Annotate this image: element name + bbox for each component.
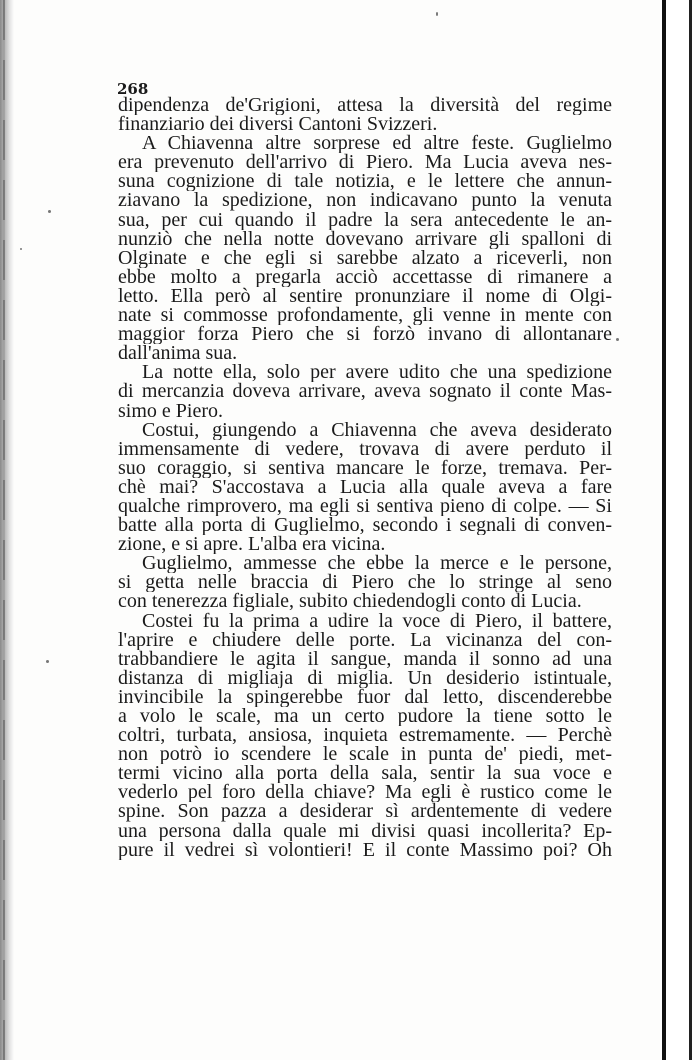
page-left-edge-lines: [3, 0, 5, 1060]
text-line: La notte ella, solo per avere udito che una spedizione: [142, 363, 612, 383]
print-speck: [20, 248, 22, 250]
text-line: Guglielmo, ammesse che ebbe la merce e le persone,: [142, 554, 612, 574]
text-line: letto. Ella però al sentire pronunziare il nome di Olgi-: [118, 286, 612, 307]
text-line: nate si commosse profondamente, gli venne in mente con: [118, 306, 612, 326]
text-line: trabbandiere le agita il sangue, manda il sonno ad una: [118, 649, 612, 669]
page-number: 268: [117, 80, 149, 98]
text-line: ziavano la spedizione, non indicavano punto la venuta: [118, 191, 612, 211]
text-line: dall'anima sua.: [118, 344, 238, 364]
text-line: zione, e si apre. L'alba era vicina.: [118, 535, 386, 555]
text-line: qualche rimprovero, ma egli si sentiva pieno di colpe. — Si: [118, 496, 612, 517]
text-line: Costui, giungendo a Chiavenna che aveva desiderato: [142, 420, 612, 440]
text-line: dipendenza de'Grigioni, attesa la diversità del regime: [118, 96, 612, 116]
text-line: di mercanzia doveva arrivare, aveva sognato il conte Mas-: [118, 382, 612, 402]
text-line: coltri, turbata, ansiosa, inquieta estremamente. — Perchè: [118, 726, 612, 746]
text-line: termi vicino alla porta della sala, sentir la sua voce e: [118, 764, 612, 784]
body-text: [118, 96, 612, 860]
text-line: invincibile la spingerebbe fuor dal letto, discenderebbe: [118, 687, 612, 707]
text-line: a volo le scale, ma un certo pudore la tiene sotto le: [118, 707, 612, 727]
text-line: ebbe molto a pregarla acciò accettasse di rimanere a: [118, 267, 612, 287]
text-line: con tenerezza figliale, subito chiedendogli conto di Lucia.: [118, 592, 582, 612]
print-speck: [46, 660, 49, 663]
text-line: vederlo pel foro della chiave? Ma egli è rustico come le: [118, 783, 612, 803]
text-line: Olginate e che egli si sarebbe alzato a riceverli, non: [118, 248, 612, 268]
text-line: una persona dalla quale mi divisi quasi incollerita? Ep-: [118, 821, 612, 841]
text-line: simo e Piero.: [118, 401, 223, 421]
print-speck: [48, 210, 51, 213]
text-line: chè mai? S'accostava a Lucia alla quale aveva a fare: [118, 477, 612, 497]
print-speck: [436, 12, 438, 16]
text-line: si getta nelle braccia di Piero che lo stringe al seno: [118, 573, 612, 593]
text-line: sua, per cui quando il padre la sera antecedente le an-: [118, 210, 612, 230]
text-line: finanziario dei diversi Cantoni Svizzeri.: [118, 115, 438, 135]
text-line: non potrò io scendere le scale in punta de' piedi, met-: [118, 745, 612, 765]
text-line: era prevenuto dell'arrivo di Piero. Ma Lucia aveva nes-: [118, 153, 612, 173]
text-line: maggior forza Piero che si forzò invano di allontanare: [118, 325, 612, 345]
text-line: Costei fu la prima a udire la voce di Piero, il battere,: [142, 611, 612, 631]
text-line: batte alla porta di Guglielmo, secondo i segnali di conven-: [118, 516, 612, 536]
text-line: l'aprire e chiudere delle porte. La vicinanza del con-: [118, 630, 612, 650]
text-line: suna cognizione di tale notizia, e le lettere che annun-: [118, 172, 612, 192]
binding-rule-outer: [689, 0, 692, 1060]
text-line: A Chiavenna altre sorprese ed altre feste. Guglielmo: [142, 134, 612, 154]
text-line: suo coraggio, si sentiva mancare le forze, tremava. Per-: [118, 458, 612, 478]
text-line: spine. Son pazza a desiderar sì ardentemente di vedere: [118, 802, 612, 822]
text-line: pure il vedrei sì volontieri! E il conte Massimo poi? Oh: [118, 840, 612, 860]
binding-rule-inner: [662, 0, 666, 1060]
text-line: nunziò che nella notte dovevano arrivare gli spalloni di: [118, 229, 612, 249]
text-line: immensamente di vedere, trovava di avere perduto il: [118, 439, 612, 459]
text-line: distanza di migliaja di miglia. Un desiderio istintuale,: [118, 668, 612, 688]
print-speck: [616, 338, 619, 341]
